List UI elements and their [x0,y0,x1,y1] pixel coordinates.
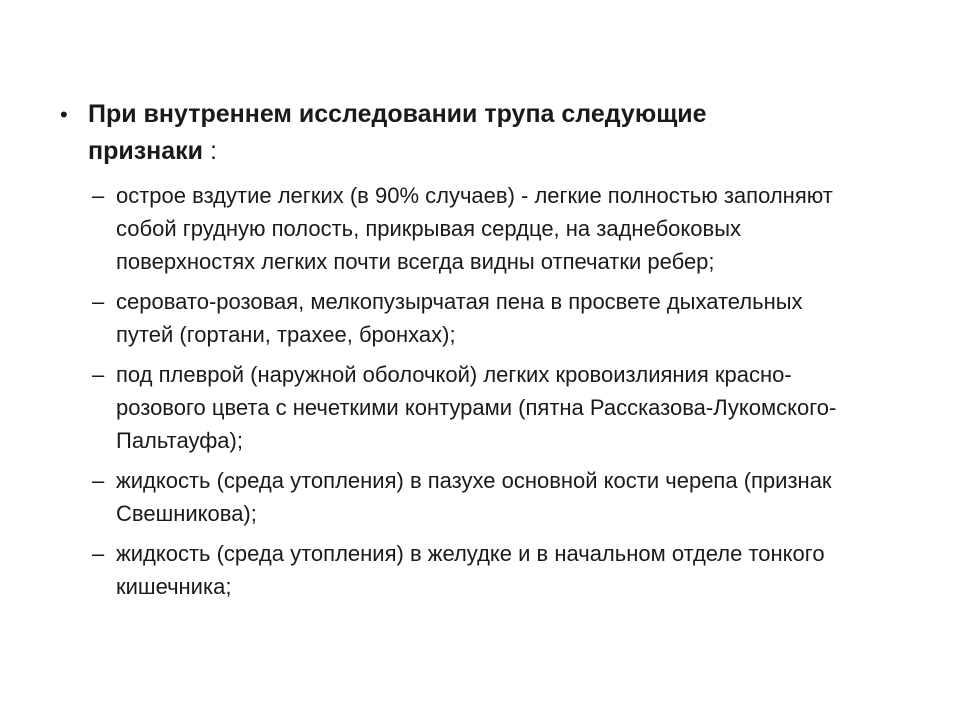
main-bullet-bold-text: При внутреннем исследовании трупа следующие признаки [88,100,707,165]
sub-bullet-text: серовато-розовая, мелкопузырчатая пена в просвете дыхательных путей (гортани, трахее, бронхах); [116,289,803,347]
sub-bullet-item [92,179,878,278]
sub-bullet-item [92,358,878,457]
dash-icon: – [92,289,105,314]
sub-bullet-item [92,285,878,351]
sub-bullet-text: жидкость (среда утопления) в желудке и в начальном отделе тонкого кишечника; [116,541,825,599]
sub-bullet-list [92,179,878,603]
main-bullet-suffix: : [203,137,217,165]
dash-icon: – [92,362,105,387]
dash-icon: – [92,183,105,208]
main-bullet [58,96,878,170]
sub-bullet-item [92,464,878,530]
sub-bullet-text: под плеврой (наружной оболочкой) легких кровоизлияния красно-розового цвета с нечеткими контурами (пятна Рассказова-Лукомского-Пальтауфа); [116,362,837,453]
sub-bullet-item [92,537,878,603]
sub-bullet-text: острое вздутие легких (в 90% случаев) - легкие полностью заполняют собой грудную полость, прикрывая сердце, на заднебоковых поверхностях легких почти всегда видны отпечатки ребер; [116,183,833,274]
sub-bullet-text: жидкость (среда утопления) в пазухе основной кости черепа (признак Свешникова); [116,468,832,526]
dash-icon: – [92,468,105,493]
bullet-dot-icon: • [60,102,68,127]
dash-icon: – [92,541,105,566]
main-bullet-text [88,96,788,170]
slide-content [58,96,878,610]
